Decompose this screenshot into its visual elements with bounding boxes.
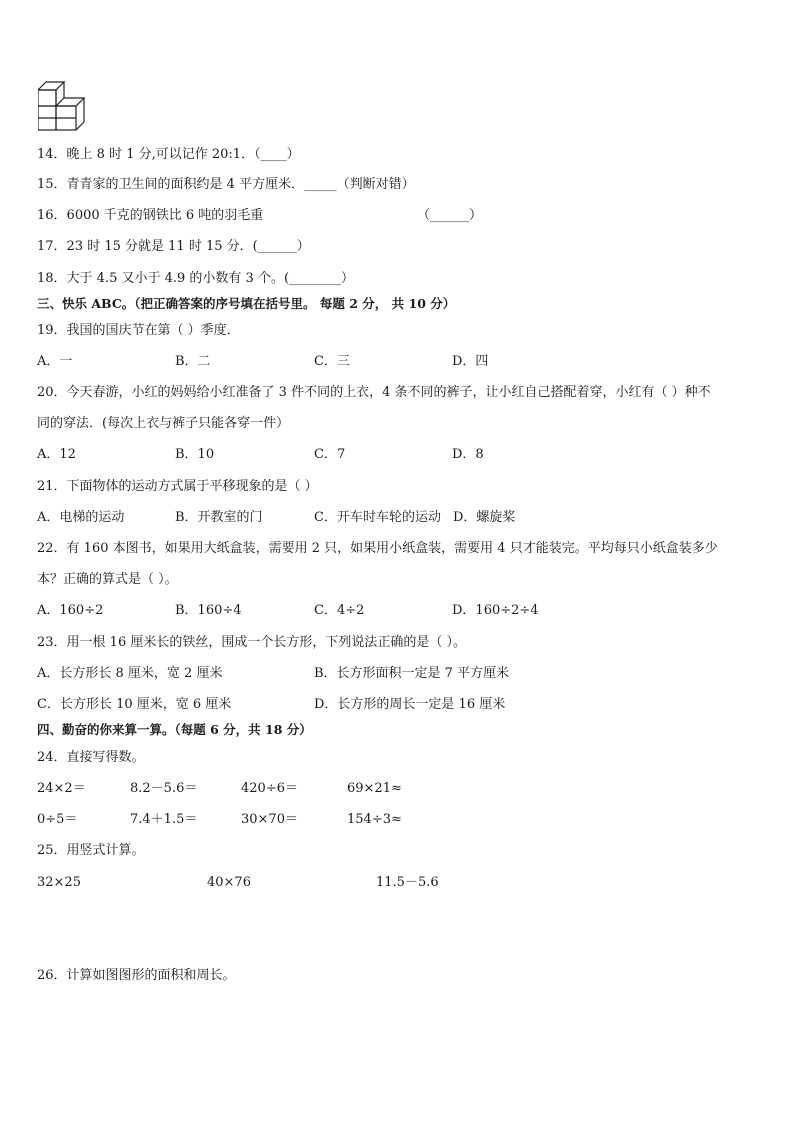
section-3-heading: 三、快乐 ABC。（把正确答案的序号填在括号里。 每题 2 分， 共 10 分） bbox=[37, 296, 456, 311]
calc-item: 8.2－5.6＝ bbox=[130, 781, 198, 796]
question-22-stem-line2: 本？正确的算式是（ ）。 bbox=[37, 572, 178, 587]
question-23-option-d: D．长方形的周长一定是 16 厘米 bbox=[314, 697, 506, 712]
question-20-option-c: C．7 bbox=[314, 447, 346, 462]
question-14: 14．晚上 8 时 1 分,可以记作 20:1．（____） bbox=[37, 147, 300, 162]
calc-item: 24×2＝ bbox=[37, 781, 86, 796]
question-23-option-b: B．长方形面积一定是 7 平方厘米 bbox=[314, 666, 510, 681]
question-23-option-c: C．长方形长 10 厘米，宽 6 厘米 bbox=[37, 697, 232, 712]
cube-stack-figure bbox=[38, 80, 88, 132]
question-20-stem-line1: 20．今天春游，小红的妈妈给小红准备了 3 件不同的上衣，4 条不同的裤子，让小红自己搭配着穿，小红有（ ）种不 bbox=[37, 385, 711, 400]
question-21-option-b: B．开教室的门 bbox=[175, 510, 263, 525]
question-23-option-a: A．长方形长 8 厘米，宽 2 厘米 bbox=[37, 666, 223, 681]
question-24-stem: 24．直接写得数。 bbox=[37, 750, 145, 765]
question-20-stem-line2: 同的穿法．(每次上衣与裤子只能各穿一件） bbox=[37, 416, 290, 431]
calc-item: 7.4＋1.5＝ bbox=[130, 812, 198, 827]
vertical-calc-item: 11.5－5.6 bbox=[376, 875, 439, 890]
question-21-option-d: D．螺旋桨 bbox=[453, 510, 516, 525]
question-19-stem: 19．我国的国庆节在第（ ）季度． bbox=[37, 323, 240, 338]
calc-item: 420÷6＝ bbox=[241, 781, 298, 796]
question-21-stem: 21．下面物体的运动方式属于平移现象的是（ ） bbox=[37, 479, 318, 494]
question-25-stem: 25．用竖式计算。 bbox=[37, 843, 145, 858]
question-21-option-c: C．开车时车轮的运动 bbox=[314, 510, 441, 525]
question-16-blank: （______） bbox=[417, 208, 483, 223]
question-19-option-a: A．一 bbox=[37, 354, 73, 369]
calc-item: 30×70＝ bbox=[241, 812, 298, 827]
question-19-option-d: D．四 bbox=[452, 354, 489, 369]
vertical-calc-item: 32×25 bbox=[37, 875, 81, 890]
question-22-option-b: B．160÷4 bbox=[175, 603, 242, 618]
question-16: 16．6000 千克的钢铁比 6 吨的羽毛重 bbox=[37, 208, 264, 223]
section-4-heading: 四、勤奋的你来算一算。（每题 6 分，共 18 分） bbox=[37, 722, 312, 737]
calc-item: 69×21≈ bbox=[347, 781, 402, 796]
question-20-option-b: B．10 bbox=[175, 447, 215, 462]
question-22-stem-line1: 22．有 160 本图书，如果用大纸盒装，需要用 2 只，如果用小纸盒装，需要用 4 只才能装完。平均每只小纸盒装多少 bbox=[37, 541, 718, 556]
question-17: 17．23 时 15 分就是 11 时 15 分．(______） bbox=[37, 239, 310, 254]
question-15: 15．青青家的卫生间的面积约是 4 平方厘米．_____（判断对错） bbox=[37, 177, 415, 192]
calc-item: 0÷5＝ bbox=[37, 812, 78, 827]
question-23-stem: 23．用一根 16 厘米长的铁丝，围成一个长方形，下列说法正确的是（ ）。 bbox=[37, 635, 466, 650]
question-19-option-c: C．三 bbox=[314, 354, 350, 369]
question-18: 18．大于 4.5 又小于 4.9 的小数有 3 个。(________） bbox=[37, 271, 355, 286]
question-22-option-c: C．4÷2 bbox=[314, 603, 365, 618]
question-19-option-b: B．二 bbox=[175, 354, 211, 369]
question-20-option-d: D．8 bbox=[452, 447, 484, 462]
question-20-option-a: A．12 bbox=[37, 447, 76, 462]
question-26-stem: 26．计算如图图形的面积和周长。 bbox=[37, 968, 236, 983]
calc-item: 154÷3≈ bbox=[347, 812, 402, 827]
question-21-option-a: A．电梯的运动 bbox=[37, 510, 125, 525]
question-22-option-a: A．160÷2 bbox=[37, 603, 104, 618]
question-22-option-d: D．160÷2÷4 bbox=[452, 603, 539, 618]
vertical-calc-item: 40×76 bbox=[207, 875, 251, 890]
